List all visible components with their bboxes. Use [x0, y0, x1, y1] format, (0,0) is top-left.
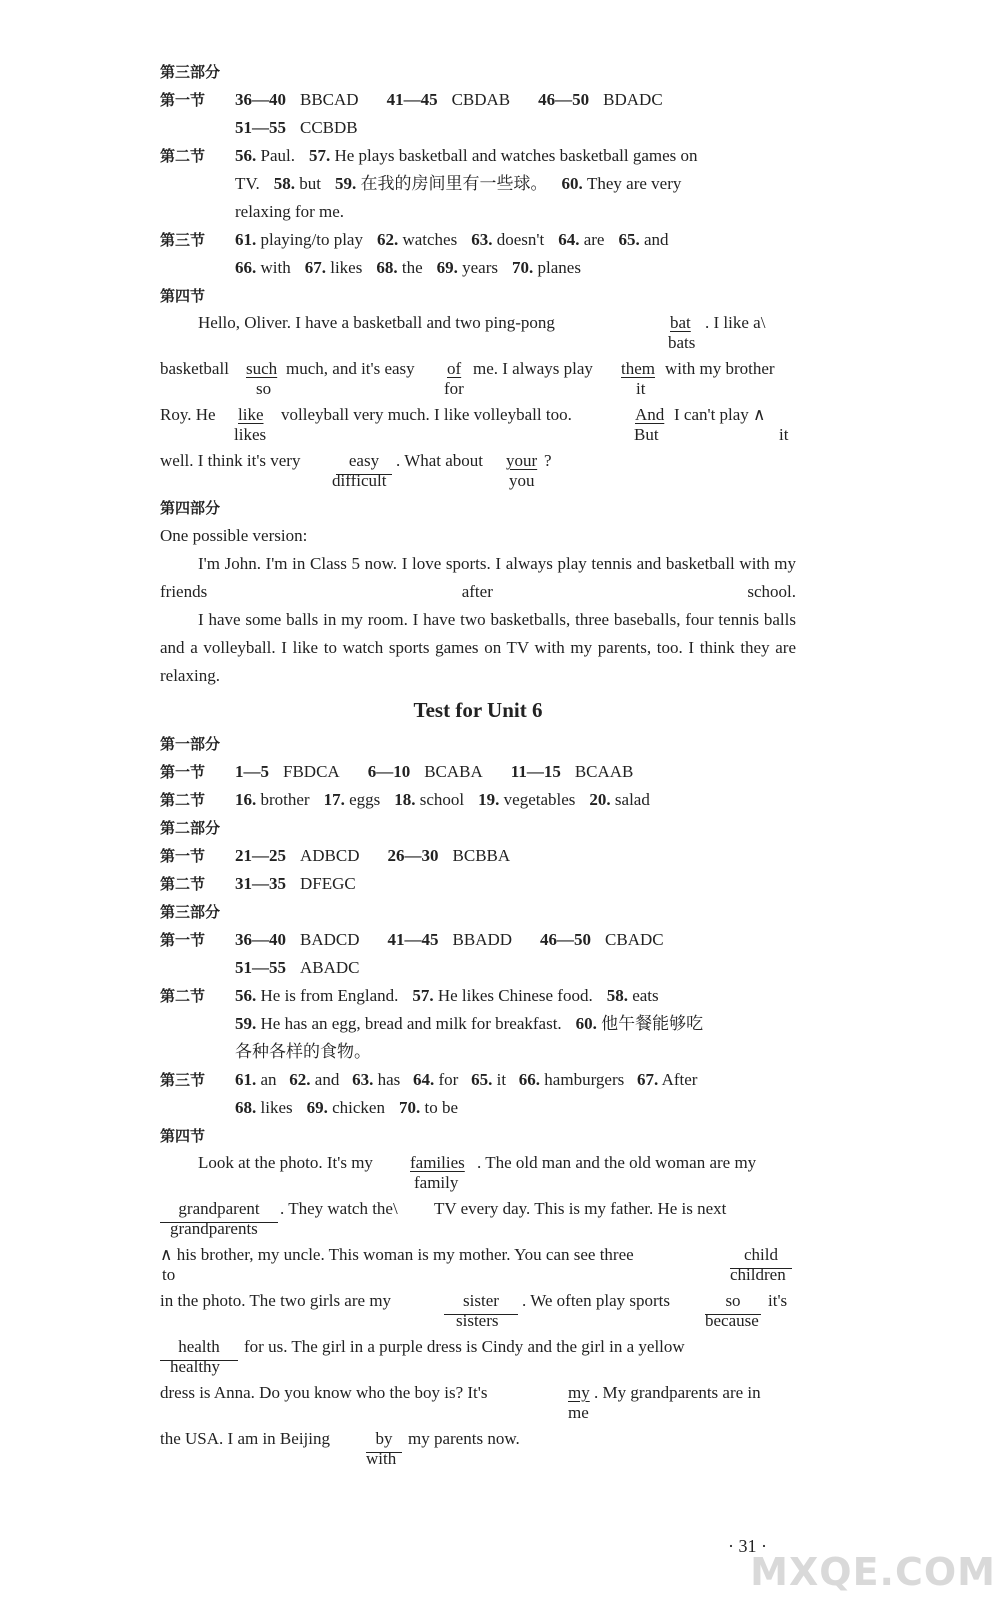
marked-word: your — [506, 451, 538, 470]
subsection-label: 第三节 — [160, 231, 206, 249]
answer-row — [160, 870, 796, 898]
answer: to be — [424, 1098, 458, 1117]
answer: TV. — [235, 174, 260, 193]
answer: Paul. — [260, 146, 295, 165]
subsection-label: 第一节 — [160, 931, 206, 949]
passage-text: I can't play ∧ — [674, 405, 766, 424]
item-number: 16. — [235, 790, 257, 809]
item-number: 60. — [561, 174, 583, 193]
essay-paragraph: I'm John. I'm in Class 5 now. I love sports. I always play tennis and basketball with my friends after school. — [160, 554, 796, 601]
passage-text: Hello, Oliver. I have a basketball and two ping-pong — [198, 313, 555, 332]
item-number: 59. — [334, 174, 357, 193]
answer: salad — [614, 790, 650, 809]
passage-text: . They watch the\ — [280, 1199, 398, 1218]
passage-text: for us. The girl in a purple dress is Cindy and the girl in a yellow — [244, 1337, 685, 1356]
passage-text: the USA. I am in Beijing — [160, 1429, 330, 1448]
answers: CBADC — [605, 930, 664, 949]
answer: years — [462, 258, 498, 277]
correction: me — [568, 1403, 589, 1422]
passage-text: . The old man and the old woman are my — [477, 1153, 757, 1172]
range: 46—50 — [538, 90, 590, 109]
correction-line — [160, 310, 796, 356]
correction-line — [160, 1334, 796, 1380]
answer-row — [160, 758, 796, 786]
range: 6—10 — [367, 762, 411, 781]
answer: He is from England. — [260, 986, 399, 1005]
answers: BADCD — [300, 930, 360, 949]
answer: an — [260, 1070, 277, 1089]
item-number: 63. — [352, 1070, 374, 1089]
answer-row — [160, 954, 796, 982]
item-number: 65. — [618, 230, 640, 249]
passage-text: ∧ his brother, my uncle. This woman is my mother. You can see three — [160, 1245, 634, 1264]
passage-text: basketball — [160, 359, 229, 378]
subsection-label: 第二节 — [160, 147, 206, 165]
answer: 在我的房间里有一些球。 — [360, 174, 548, 193]
answer-row — [160, 142, 796, 170]
answer: vegetables — [503, 790, 576, 809]
correction: to — [162, 1265, 176, 1284]
passage-text: . My grandparents are in — [594, 1383, 761, 1402]
correction: But — [634, 425, 659, 444]
range: 36—40 — [235, 930, 286, 949]
marked-word: by — [366, 1426, 402, 1453]
marked-word: of — [447, 359, 462, 378]
correction: likes — [234, 425, 267, 444]
correction: it — [779, 425, 789, 444]
range: 11—15 — [510, 762, 561, 781]
answers: ADBCD — [300, 846, 360, 865]
passage-text: TV every day. This is my father. He is next — [434, 1199, 727, 1218]
item-number: 62. — [376, 230, 399, 249]
answer: He plays basketball and watches basketball games on — [334, 146, 698, 165]
passage-text: Look at the photo. It's my — [198, 1153, 373, 1172]
answers: BDADC — [603, 90, 663, 109]
subsection-label: 第四节 — [160, 287, 206, 305]
item-number: 69. — [436, 258, 458, 277]
marked-word: easy — [336, 448, 392, 475]
item-number: 57. — [412, 986, 434, 1005]
item-number: 70. — [398, 1098, 421, 1117]
subsection-label: 第二节 — [160, 791, 206, 809]
answer: and — [314, 1070, 340, 1089]
answer: eggs — [349, 790, 381, 809]
item-number: 59. — [235, 1014, 257, 1033]
correction: with — [366, 1449, 397, 1468]
marked-word: so — [705, 1288, 761, 1315]
correction: difficult — [332, 471, 387, 490]
answer-row — [160, 170, 796, 198]
essay-paragraph — [160, 606, 796, 690]
section-header: 第二部分 — [160, 819, 221, 837]
range: 21—25 — [235, 846, 286, 865]
answers: CBDAB — [451, 90, 511, 109]
answer-row — [160, 86, 796, 114]
passage-text: my parents now. — [408, 1429, 520, 1448]
marked-word: such — [246, 359, 278, 378]
answer-row — [160, 1010, 796, 1038]
passage-text: . I like a\ — [705, 313, 766, 332]
answer: planes — [537, 258, 581, 277]
answer: brother — [260, 790, 310, 809]
item-number: 68. — [235, 1098, 257, 1117]
item-number: 64. — [413, 1070, 435, 1089]
range: 26—30 — [387, 846, 439, 865]
marked-word: them — [621, 359, 655, 378]
answer: hamburgers — [544, 1070, 625, 1089]
marked-word: child — [730, 1242, 792, 1269]
passage-text: it's — [768, 1291, 788, 1310]
correction-line — [160, 356, 796, 402]
watermark-logo: MXQE.COM — [750, 1550, 996, 1594]
item-number: 19. — [478, 790, 500, 809]
correction: bats — [668, 333, 696, 352]
passage-text: volleyball very much. I like volleyball too. — [281, 405, 572, 424]
correction: children — [730, 1265, 786, 1284]
item-number: 64. — [558, 230, 580, 249]
item-number: 61. — [235, 230, 257, 249]
subsection-label: 第一节 — [160, 847, 206, 865]
marked-word: sister — [444, 1288, 518, 1315]
passage-text: dress is Anna. Do you know who the boy is? It's — [160, 1383, 488, 1402]
page-number: · 31 · — [728, 1536, 767, 1556]
answer-row — [160, 786, 796, 814]
test-title: Test for Unit 6 — [413, 698, 543, 722]
item-number: 67. — [304, 258, 326, 277]
correction-line — [160, 1150, 796, 1196]
item-number: 61. — [235, 1070, 257, 1089]
correction: grandparents — [170, 1219, 258, 1238]
marked-word: like — [238, 405, 264, 424]
answer: for — [438, 1070, 459, 1089]
item-number: 56. — [235, 986, 257, 1005]
answer-row — [160, 254, 796, 282]
essay-intro: One possible version: — [160, 526, 308, 545]
subsection-label: 第二节 — [160, 875, 206, 893]
item-number: 63. — [471, 230, 493, 249]
answer: are — [583, 230, 605, 249]
section-header: 第三部分 — [160, 903, 221, 921]
correction-line — [160, 1288, 796, 1334]
answer-row — [160, 1066, 796, 1094]
answers: CCBDB — [300, 118, 358, 137]
item-number: 58. — [273, 174, 295, 193]
marked-word: And — [635, 405, 665, 424]
range: 41—45 — [386, 90, 438, 109]
answer-row — [160, 1094, 796, 1122]
answer: likes — [330, 258, 363, 277]
correction-line — [160, 1196, 796, 1242]
item-number: 68. — [376, 258, 398, 277]
answer: 他午餐能够吃 — [601, 1014, 704, 1033]
item-number: 66. — [518, 1070, 541, 1089]
answer-row: relaxing for me. — [235, 202, 345, 221]
answers: FBDCA — [283, 762, 340, 781]
marked-word: health — [160, 1334, 238, 1361]
answer: playing/to play — [260, 230, 363, 249]
answers: BCAAB — [574, 762, 634, 781]
correction-line — [160, 402, 796, 448]
item-number: 65. — [471, 1070, 493, 1089]
answer-row — [160, 926, 796, 954]
correction: family — [414, 1173, 459, 1192]
answer-row — [160, 842, 796, 870]
correction: because — [705, 1311, 759, 1330]
item-number: 66. — [235, 258, 257, 277]
passage-text: ? — [544, 451, 552, 470]
correction: healthy — [170, 1357, 221, 1376]
section-header: 第一部分 — [160, 735, 221, 753]
range: 31—35 — [235, 874, 286, 893]
passage-text: with my brother — [665, 359, 775, 378]
answer: with — [260, 258, 291, 277]
item-number: 67. — [637, 1070, 659, 1089]
answer: likes — [260, 1098, 293, 1117]
passage-text: . What about — [396, 451, 484, 470]
item-number: 60. — [575, 1014, 597, 1033]
essay-text: I have some balls in my room. I have two basketballs, three baseballs, four tennis balls and a volleyball. I like to watch sports games on TV with my parents, too. I think they are relaxing. — [160, 610, 796, 685]
answer: He likes Chinese food. — [437, 986, 593, 1005]
marked-word: grandparent — [160, 1196, 278, 1223]
correction: you — [509, 471, 535, 490]
answers: BBCAD — [300, 90, 359, 109]
item-number: 17. — [323, 790, 345, 809]
range: 41—45 — [387, 930, 439, 949]
answer: the — [401, 258, 423, 277]
marked-word: bat — [670, 313, 691, 332]
range: 51—55 — [235, 118, 286, 137]
range: 1—5 — [235, 762, 269, 781]
range: 51—55 — [235, 958, 286, 977]
item-number: 69. — [306, 1098, 328, 1117]
answer: They are very — [586, 174, 682, 193]
correction-line — [160, 1380, 796, 1426]
answer: school — [419, 790, 465, 809]
answer: watches — [402, 230, 458, 249]
subsection-label: 第二节 — [160, 987, 206, 1005]
subsection-label: 第一节 — [160, 763, 206, 781]
marked-word: my — [568, 1383, 590, 1402]
item-number: 70. — [512, 258, 534, 277]
answers: DFEGC — [300, 874, 356, 893]
subsection-label: 第四节 — [160, 1127, 206, 1145]
section-header: 第四部分 — [160, 499, 221, 517]
correction: for — [444, 379, 464, 398]
answer: but — [299, 174, 321, 193]
answers: BCABA — [424, 762, 483, 781]
item-number: 58. — [606, 986, 628, 1005]
answer: doesn't — [496, 230, 545, 249]
item-number: 62. — [289, 1070, 311, 1089]
item-number: 56. — [235, 146, 257, 165]
passage-text: much, and it's easy — [286, 359, 415, 378]
passage-text: me. I always play — [473, 359, 593, 378]
answer: He has an egg, bread and milk for breakfast. — [260, 1014, 562, 1033]
answer-page — [160, 58, 796, 1472]
item-number: 57. — [308, 146, 331, 165]
answer-row — [160, 114, 796, 142]
answer: chicken — [332, 1098, 385, 1117]
answer: eats — [632, 986, 659, 1005]
subsection-label: 第三节 — [160, 1071, 206, 1089]
answer: and — [643, 230, 669, 249]
range: 36—40 — [235, 90, 286, 109]
answers: ABADC — [300, 958, 360, 977]
passage-text: well. I think it's very — [160, 451, 301, 470]
correction: it — [636, 379, 646, 398]
answer: it — [496, 1070, 507, 1089]
passage-text: in the photo. The two girls are my — [160, 1291, 392, 1310]
item-number: 20. — [589, 790, 611, 809]
item-number: 18. — [394, 790, 416, 809]
passage-text: . We often play sports — [522, 1291, 670, 1310]
answers: BBADD — [452, 930, 513, 949]
answers: BCBBA — [452, 846, 511, 865]
answer: has — [377, 1070, 401, 1089]
subsection-label: 第一节 — [160, 91, 206, 109]
answer-row — [160, 982, 796, 1010]
answer: After — [661, 1070, 698, 1089]
answer-row: 各种各样的食物。 — [235, 1042, 371, 1061]
correction-line — [160, 1426, 796, 1472]
answer-row — [160, 226, 796, 254]
correction: sisters — [456, 1311, 499, 1330]
correction-line — [160, 1242, 796, 1288]
marked-word: families — [410, 1153, 465, 1172]
correction-line — [160, 448, 796, 494]
range: 46—50 — [540, 930, 592, 949]
correction: so — [256, 379, 272, 398]
passage-text: Roy. He — [160, 405, 216, 424]
section-header: 第三部分 — [160, 63, 221, 81]
